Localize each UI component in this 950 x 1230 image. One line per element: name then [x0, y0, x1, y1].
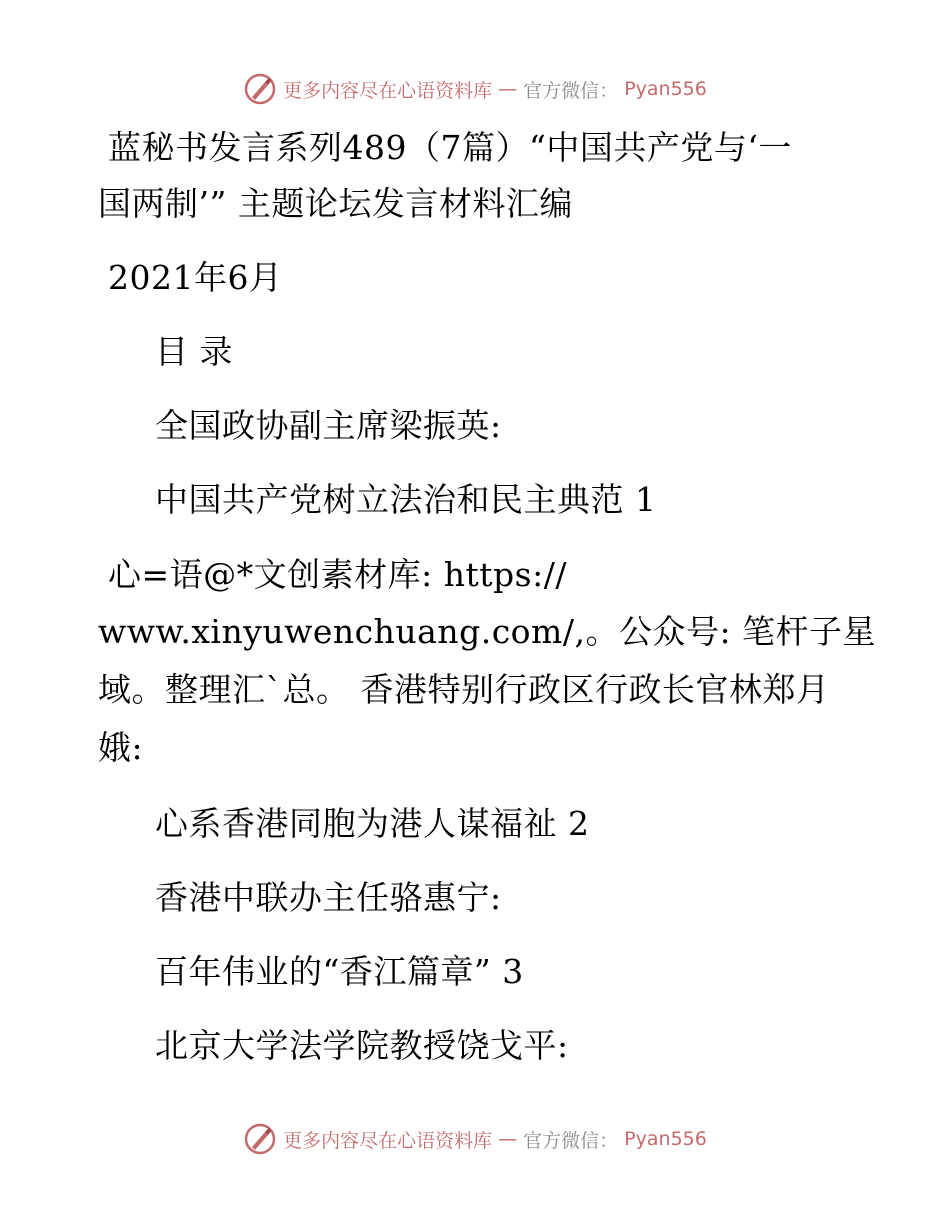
- toc-entry: 心系香港同胞为港人谋福祉 2: [155, 804, 590, 843]
- watermark-wechat-id: Pyan556: [624, 78, 707, 100]
- toc-entry: 香港中联办主任骆惠宁:: [155, 878, 502, 917]
- watermark-footer: [0, 1122, 950, 1156]
- pen-logo-icon: [243, 72, 277, 106]
- body-text-line: 心=语@*文创素材库: https://: [108, 555, 567, 594]
- toc-entry: 北京大学法学院教授饶戈平:: [155, 1026, 569, 1065]
- watermark-text: 更多内容尽在心语资料库: [283, 1129, 493, 1152]
- toc-entry: 全国政协副主席梁振英:: [155, 406, 502, 445]
- body-text-line: 域。整理汇`总。 香港特别行政区行政长官林郑月: [98, 670, 830, 709]
- watermark-label: 官方微信：: [523, 79, 619, 102]
- document-date: 2021年6月: [108, 258, 283, 297]
- body-text-line: 娥:: [98, 728, 144, 767]
- body-text-line: www.xinyuwenchuang.com/,。公众号: 笔杆子星: [98, 612, 877, 651]
- watermark-separator: —: [498, 78, 518, 100]
- watermark-label: 官方微信：: [523, 1129, 619, 1152]
- document-title-line-2: 国两制’” 主题论坛发言材料汇编: [98, 184, 573, 223]
- pen-logo-icon: [243, 1122, 277, 1156]
- watermark-header: [0, 72, 950, 106]
- toc-heading: 目 录: [155, 332, 233, 371]
- watermark-separator: —: [498, 1128, 518, 1150]
- toc-entry: 中国共产党树立法治和民主典范 1: [155, 480, 657, 519]
- toc-entry: 百年伟业的“香江篇章” 3: [155, 952, 524, 991]
- watermark-wechat-id: Pyan556: [624, 1128, 707, 1150]
- watermark-text: 更多内容尽在心语资料库: [283, 79, 493, 102]
- document-title-line-1: 蓝秘书发言系列489（7篇）“中国共产党与‘一: [108, 128, 792, 167]
